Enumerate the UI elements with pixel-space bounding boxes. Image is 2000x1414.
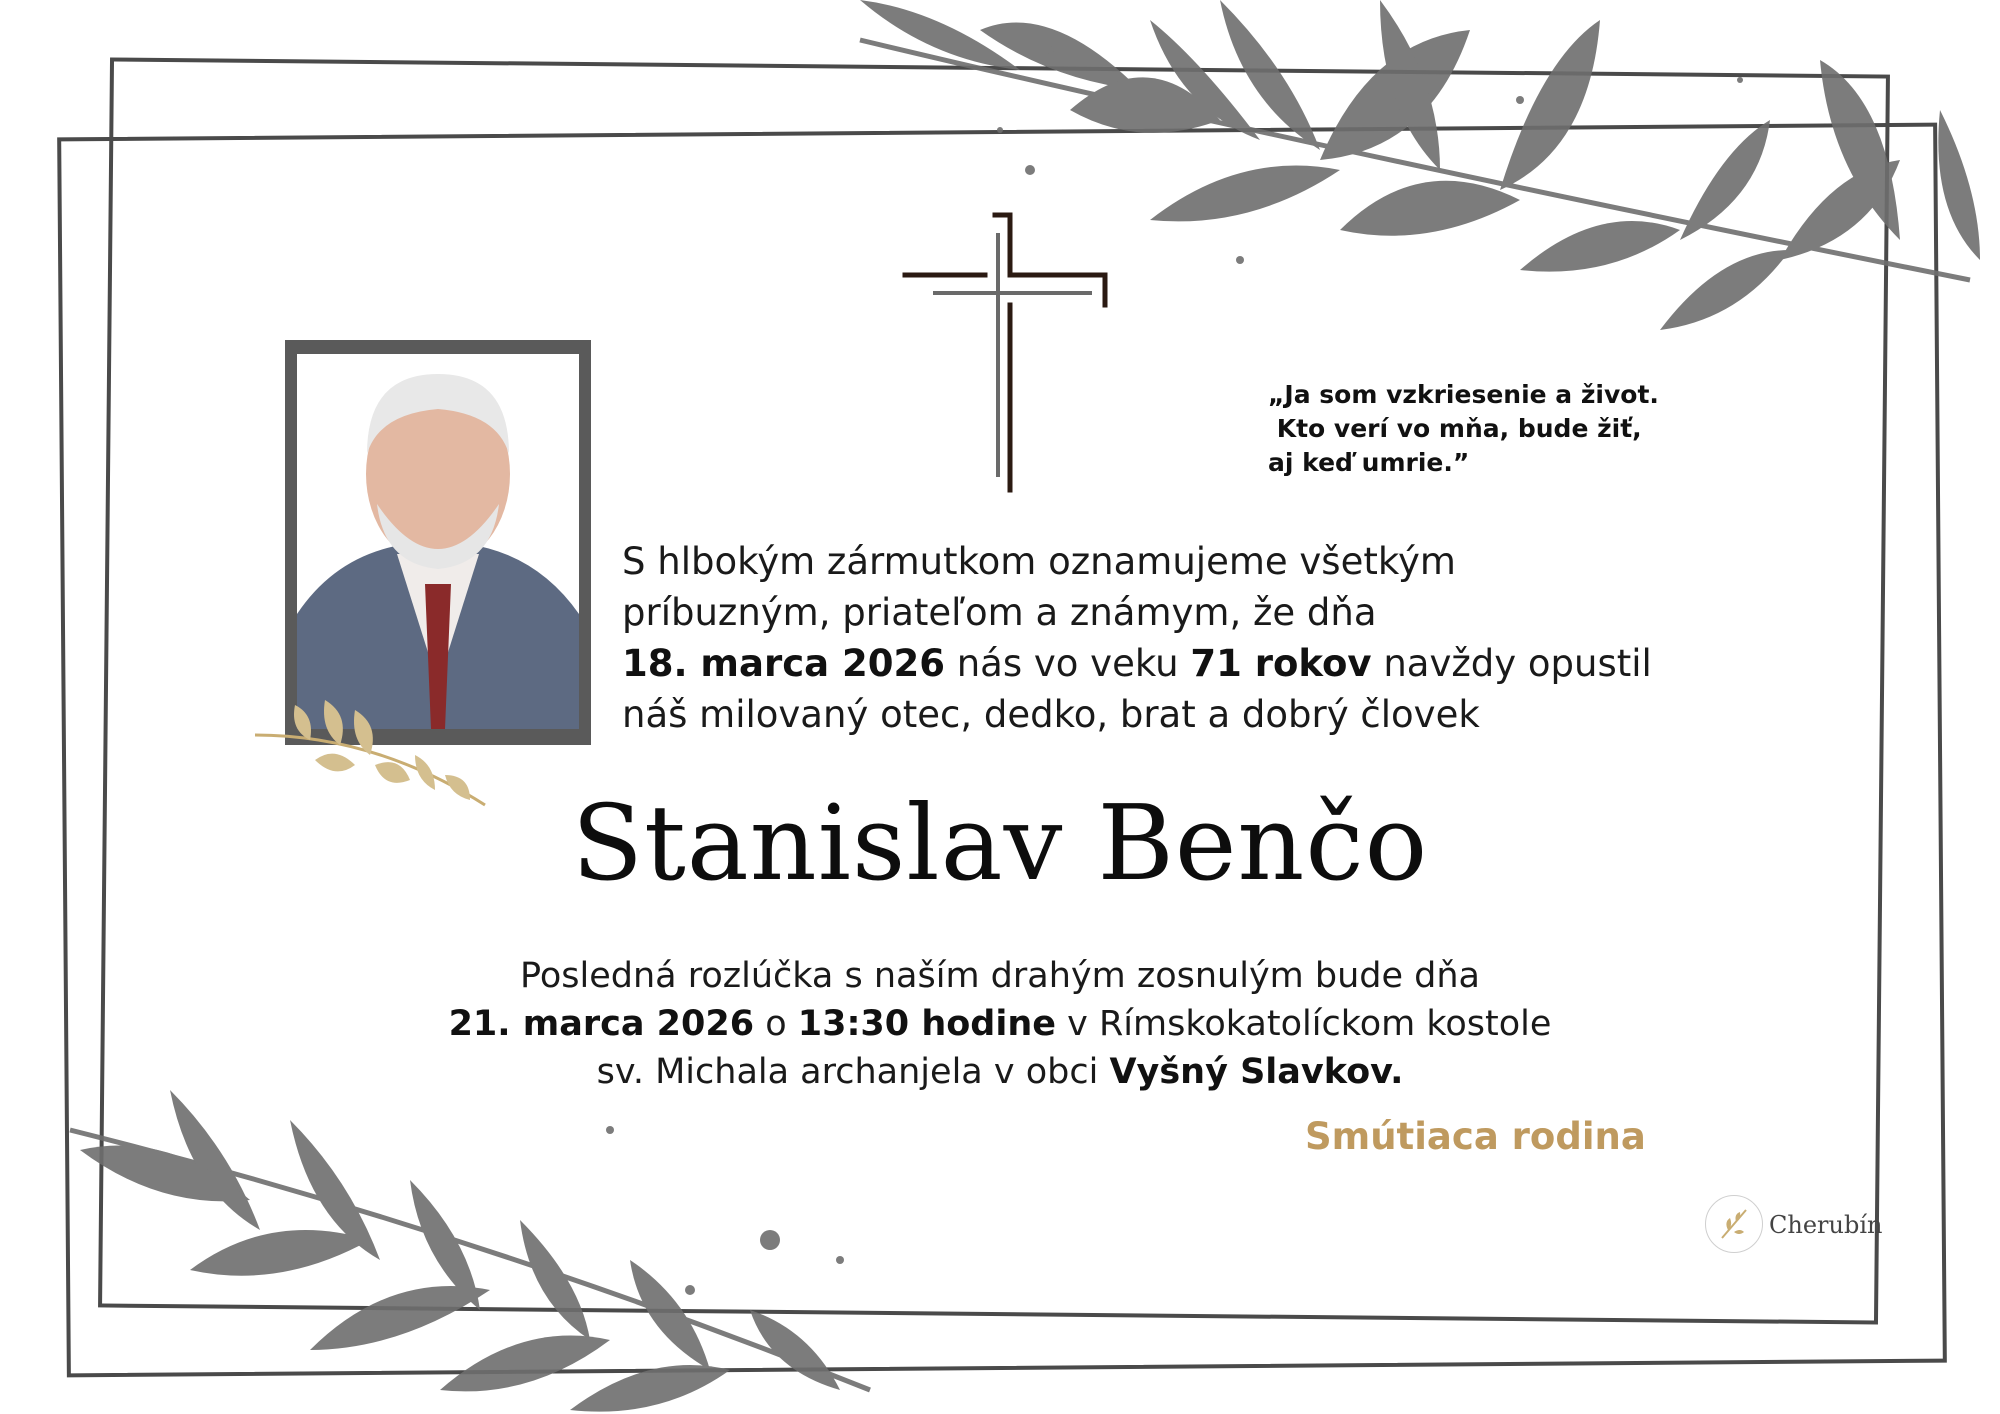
cross-icon [900, 205, 1110, 495]
funeral-date: 21. marca 2026 [448, 1004, 755, 1044]
brand-logo [1705, 1195, 1895, 1259]
announcement-line-1: S hlbokým zármutkom oznamujeme všetkým [622, 540, 1456, 583]
announcement-line-3 [622, 638, 1822, 689]
funeral-line-2 [0, 1000, 2000, 1048]
funeral-church: sv. Michala archanjela v obci [596, 1052, 1110, 1092]
bible-verse [1268, 378, 1728, 480]
cherubin-logo-icon [1705, 1195, 1763, 1253]
verse-line-3: aj keď umrie.” [1268, 448, 1470, 477]
verse-line-2: Kto verí vo mňa, bude žiť, [1268, 414, 1642, 443]
announcement-line-2: príbuzným, priateľom a známym, že dňa [622, 591, 1377, 634]
funeral-details [0, 952, 2000, 1096]
deceased-name: Stanislav Benčo [571, 782, 1429, 904]
age: 71 rokov [1190, 642, 1372, 685]
funeral-line-1: Posledná rozlúčka s naším drahým zosnulým bude dňa [519, 956, 1481, 996]
announcement-connector-1: nás vo veku [944, 642, 1191, 685]
announcement-text [622, 536, 1822, 740]
portrait-image [297, 354, 579, 729]
family-signature: Smútiaca rodina [1305, 1115, 1646, 1158]
funeral-connector-1: o [754, 1004, 798, 1044]
leaf-branch-icon [50, 1090, 1050, 1414]
funeral-line-3 [0, 1048, 2000, 1096]
funeral-place: Vyšný Slavkov. [1109, 1052, 1404, 1092]
death-date: 18. marca 2026 [622, 642, 945, 685]
funeral-time: 13:30 hodine [797, 1004, 1056, 1044]
funeral-connector-2: v Rímskokatolíckom kostole [1056, 1004, 1552, 1044]
portrait-photo [297, 354, 579, 729]
announcement-line-4: náš milovaný otec, dedko, brat a dobrý človek [622, 693, 1480, 736]
verse-line-1: „Ja som vzkriesenie a život. [1268, 380, 1659, 409]
announcement-connector-2: navždy opustil [1371, 642, 1652, 685]
brand-name: Cherubín [1769, 1211, 1883, 1239]
